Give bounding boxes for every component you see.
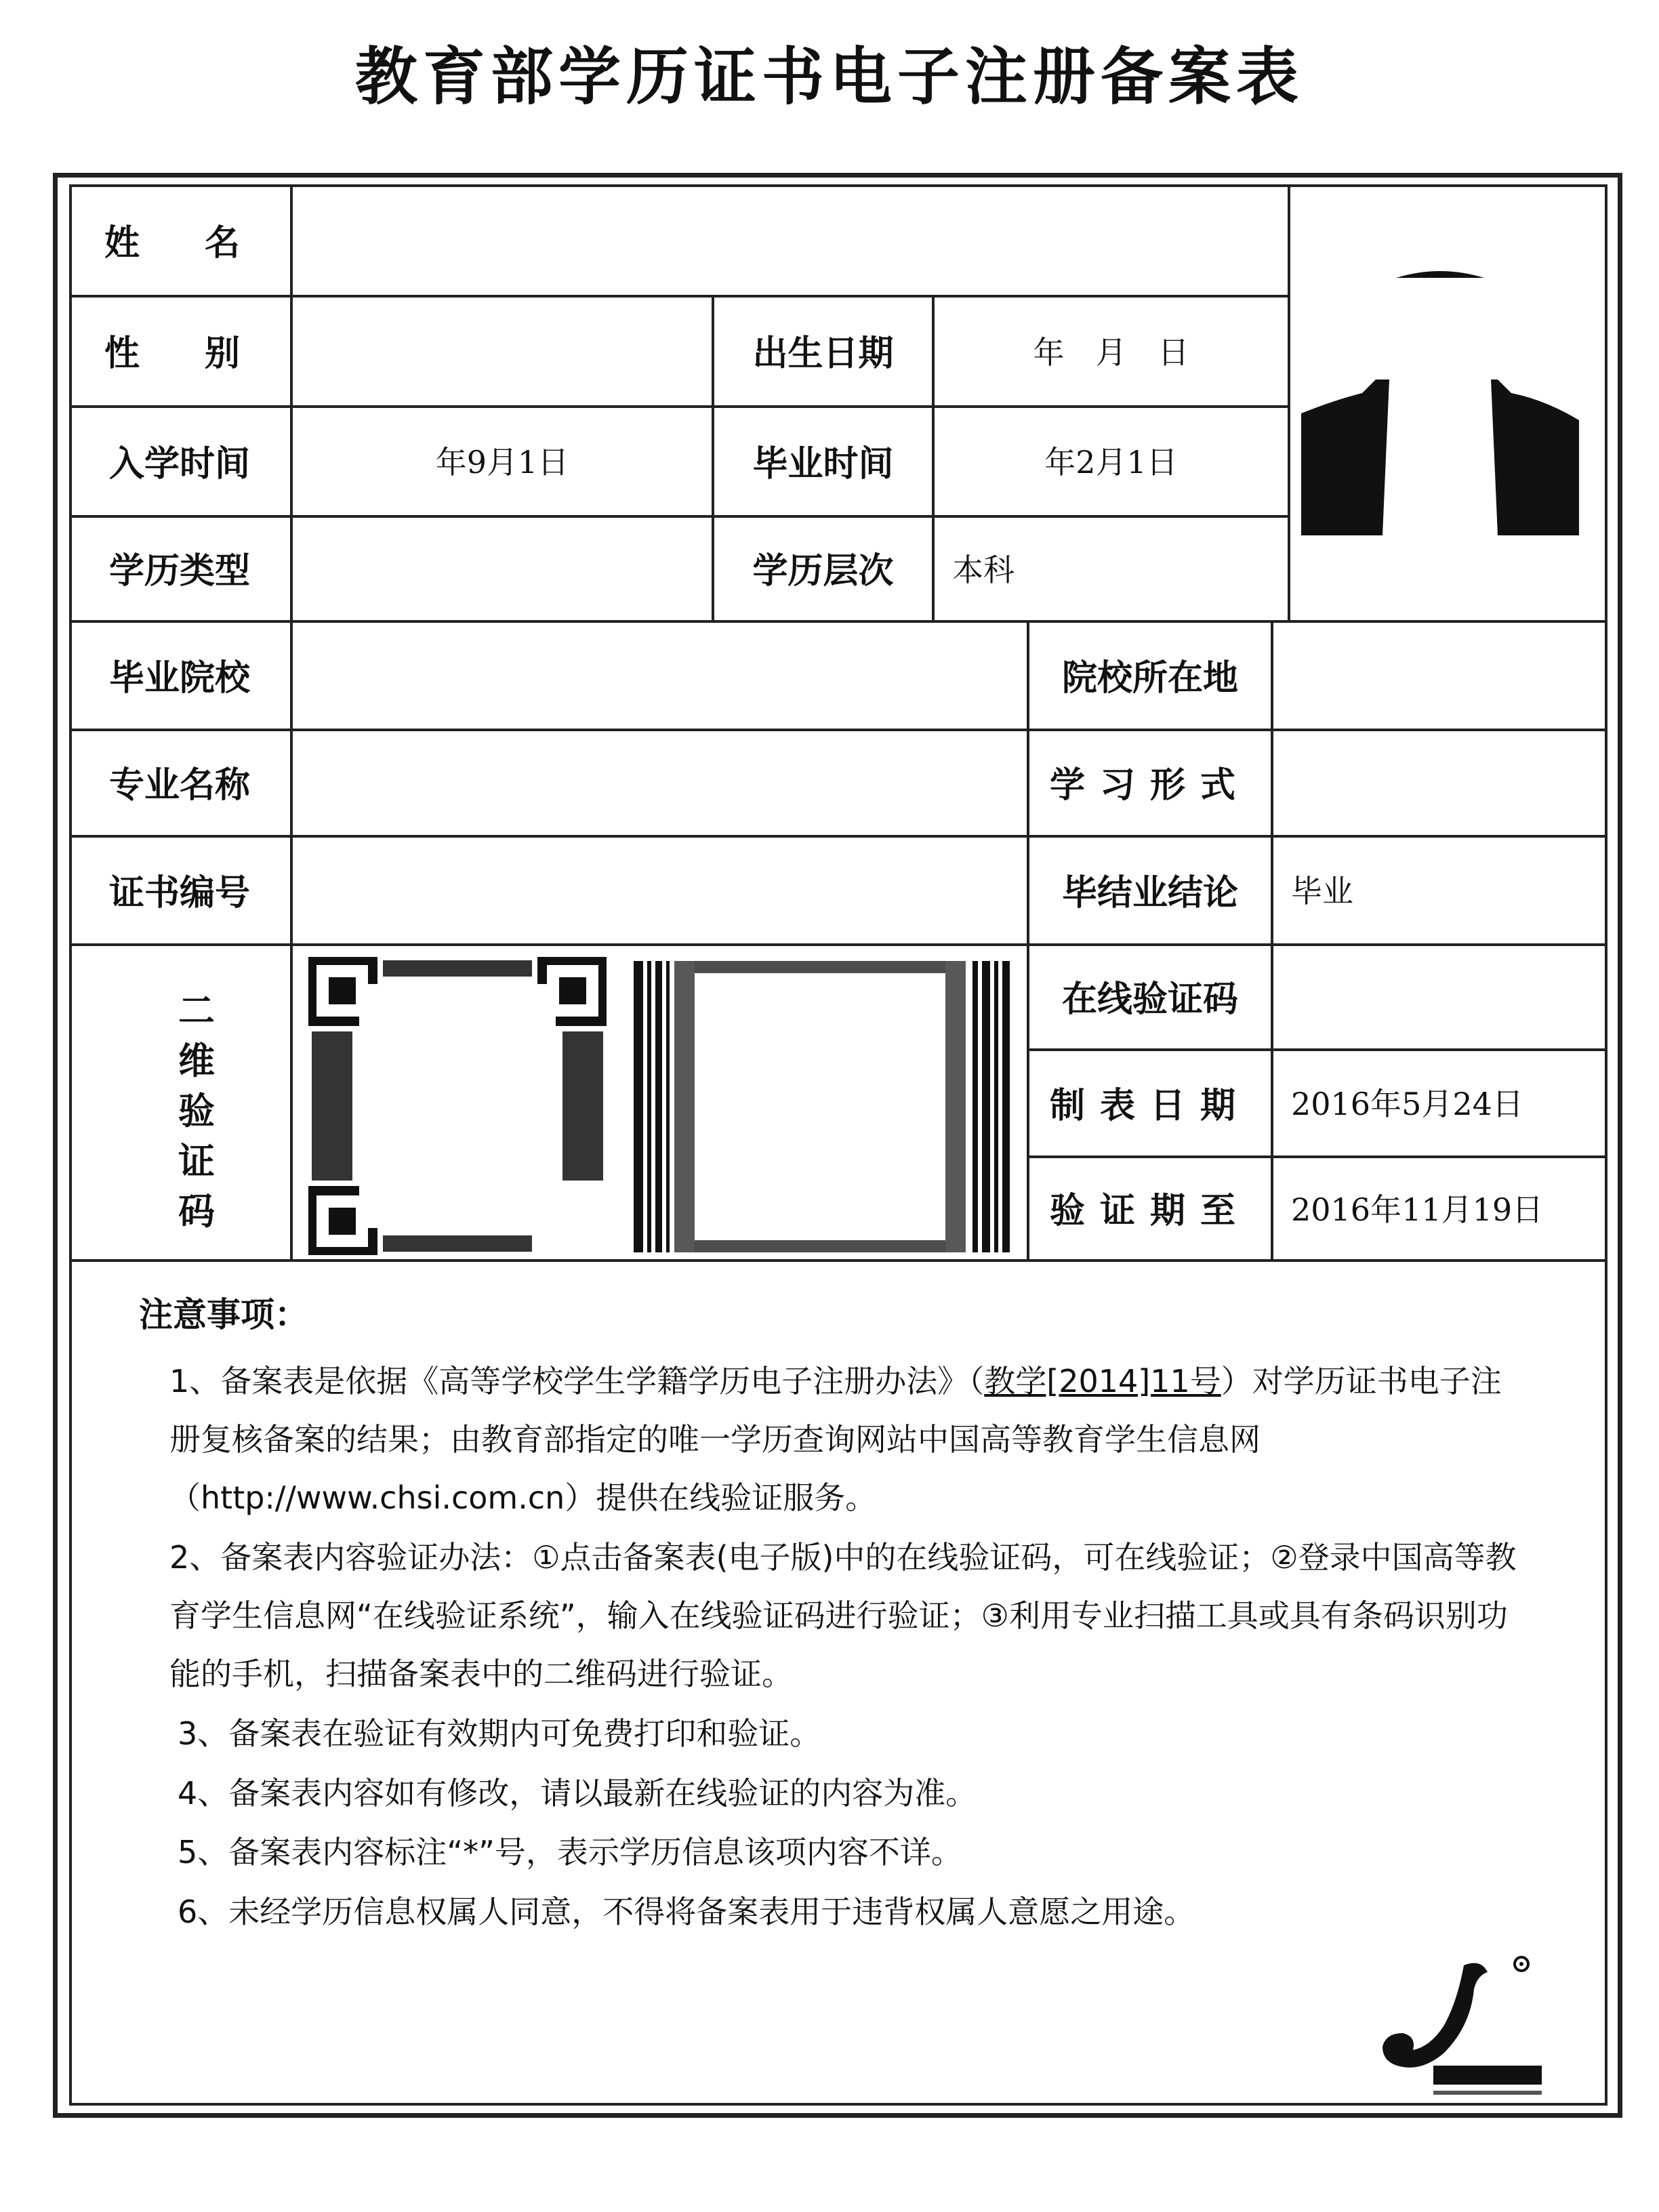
notes-title: 注意事项： xyxy=(139,1295,308,1334)
bird-logo-icon xyxy=(1362,1952,1565,2108)
note-2: 2、备案表内容验证办法：①点击备案表(电子版)中的在线验证码，可在线验证；②登录中国高等教育学生信息网“在线验证系统”，输入在线验证码进行验证；③利用专业扫描工具或具有条码识别功能的手机，扫描备案表中的二维码进行验证。 xyxy=(169,1539,1517,1692)
note-6: 6、未经学历信息权属人同意，不得将备案表用于违背权属人意愿之用途。 xyxy=(178,1893,1195,1930)
name-label: 姓 名 xyxy=(104,223,255,264)
note-1-reference: 教学[2014]11号 xyxy=(984,1363,1221,1399)
photo-placeholder xyxy=(1288,197,1593,630)
qr-label-char: 验 xyxy=(178,1090,215,1132)
document-title: 教育部学历证书电子注册备案表 xyxy=(354,41,1304,113)
major-value xyxy=(293,729,1027,835)
study-form-label: 学习形式 xyxy=(1049,765,1250,806)
education-type-label: 学历类型 xyxy=(108,551,250,592)
birth-date-label: 出生日期 xyxy=(752,333,894,374)
note-3: 3、备案表在验证有效期内可免费打印和验证。 xyxy=(178,1715,821,1752)
qr-code[interactable] xyxy=(308,957,607,1255)
name-value xyxy=(293,184,1288,295)
qr-label-char: 码 xyxy=(178,1190,215,1233)
graduation-date-label: 毕业时间 xyxy=(752,443,894,485)
school-location-value xyxy=(1273,620,1607,729)
issue-date-label: 制表日期 xyxy=(1049,1085,1250,1126)
certificate-number-label: 证书编号 xyxy=(108,872,250,914)
school-label: 毕业院校 xyxy=(108,657,250,699)
graduation-date-value: 年2月1日 xyxy=(1044,444,1178,480)
education-level-label: 学历层次 xyxy=(752,551,894,592)
qr-label-char: 二 xyxy=(178,989,215,1032)
gender-label: 性 别 xyxy=(104,333,255,374)
certificate-number-value xyxy=(293,835,1027,943)
conclusion-label: 毕结业结论 xyxy=(1061,872,1238,914)
qr-label-char: 维 xyxy=(178,1040,215,1082)
issue-date-value: 2016年5月24日 xyxy=(1291,1086,1523,1122)
barcode[interactable] xyxy=(634,961,1010,1252)
note-5: 5、备案表内容标注“*”号，表示学历信息该项内容不详。 xyxy=(178,1834,962,1870)
note-4: 4、备案表内容如有修改，请以最新在线验证的内容为准。 xyxy=(178,1775,977,1811)
birth-date-value: 年 月 日 xyxy=(1033,333,1189,371)
valid-until-label: 验证期至 xyxy=(1049,1191,1250,1231)
note-1-suffix: ）对学历证书电子注册复核备案的结果；由教育部指定的唯一学历查询网站中国高等教育学生信息网（http://www.chsi.com.cn）提供在线验证服务。 xyxy=(169,1363,1502,1516)
online-code-value[interactable] xyxy=(1273,943,1607,1048)
conclusion-value: 毕业 xyxy=(1291,873,1353,909)
major-label: 专业名称 xyxy=(108,765,250,806)
school-location-label: 院校所在地 xyxy=(1061,657,1238,699)
qr-code-label xyxy=(156,986,237,1237)
valid-until-value: 2016年11月19日 xyxy=(1291,1191,1544,1228)
note-1-prefix: 1、备案表是依据《高等学校学生学籍学历电子注册办法》（ xyxy=(169,1363,985,1399)
education-type-value xyxy=(293,515,712,620)
enroll-date-label: 入学时间 xyxy=(108,443,250,485)
online-code-label: 在线验证码 xyxy=(1061,979,1238,1020)
education-level-value: 本科 xyxy=(952,551,1015,588)
note-1 xyxy=(169,1352,1511,1527)
qr-label-char: 证 xyxy=(178,1140,215,1183)
enroll-date-value: 年9月1日 xyxy=(435,444,569,480)
school-value xyxy=(293,620,1027,729)
study-form-value xyxy=(1273,729,1607,835)
gender-value xyxy=(293,295,712,405)
